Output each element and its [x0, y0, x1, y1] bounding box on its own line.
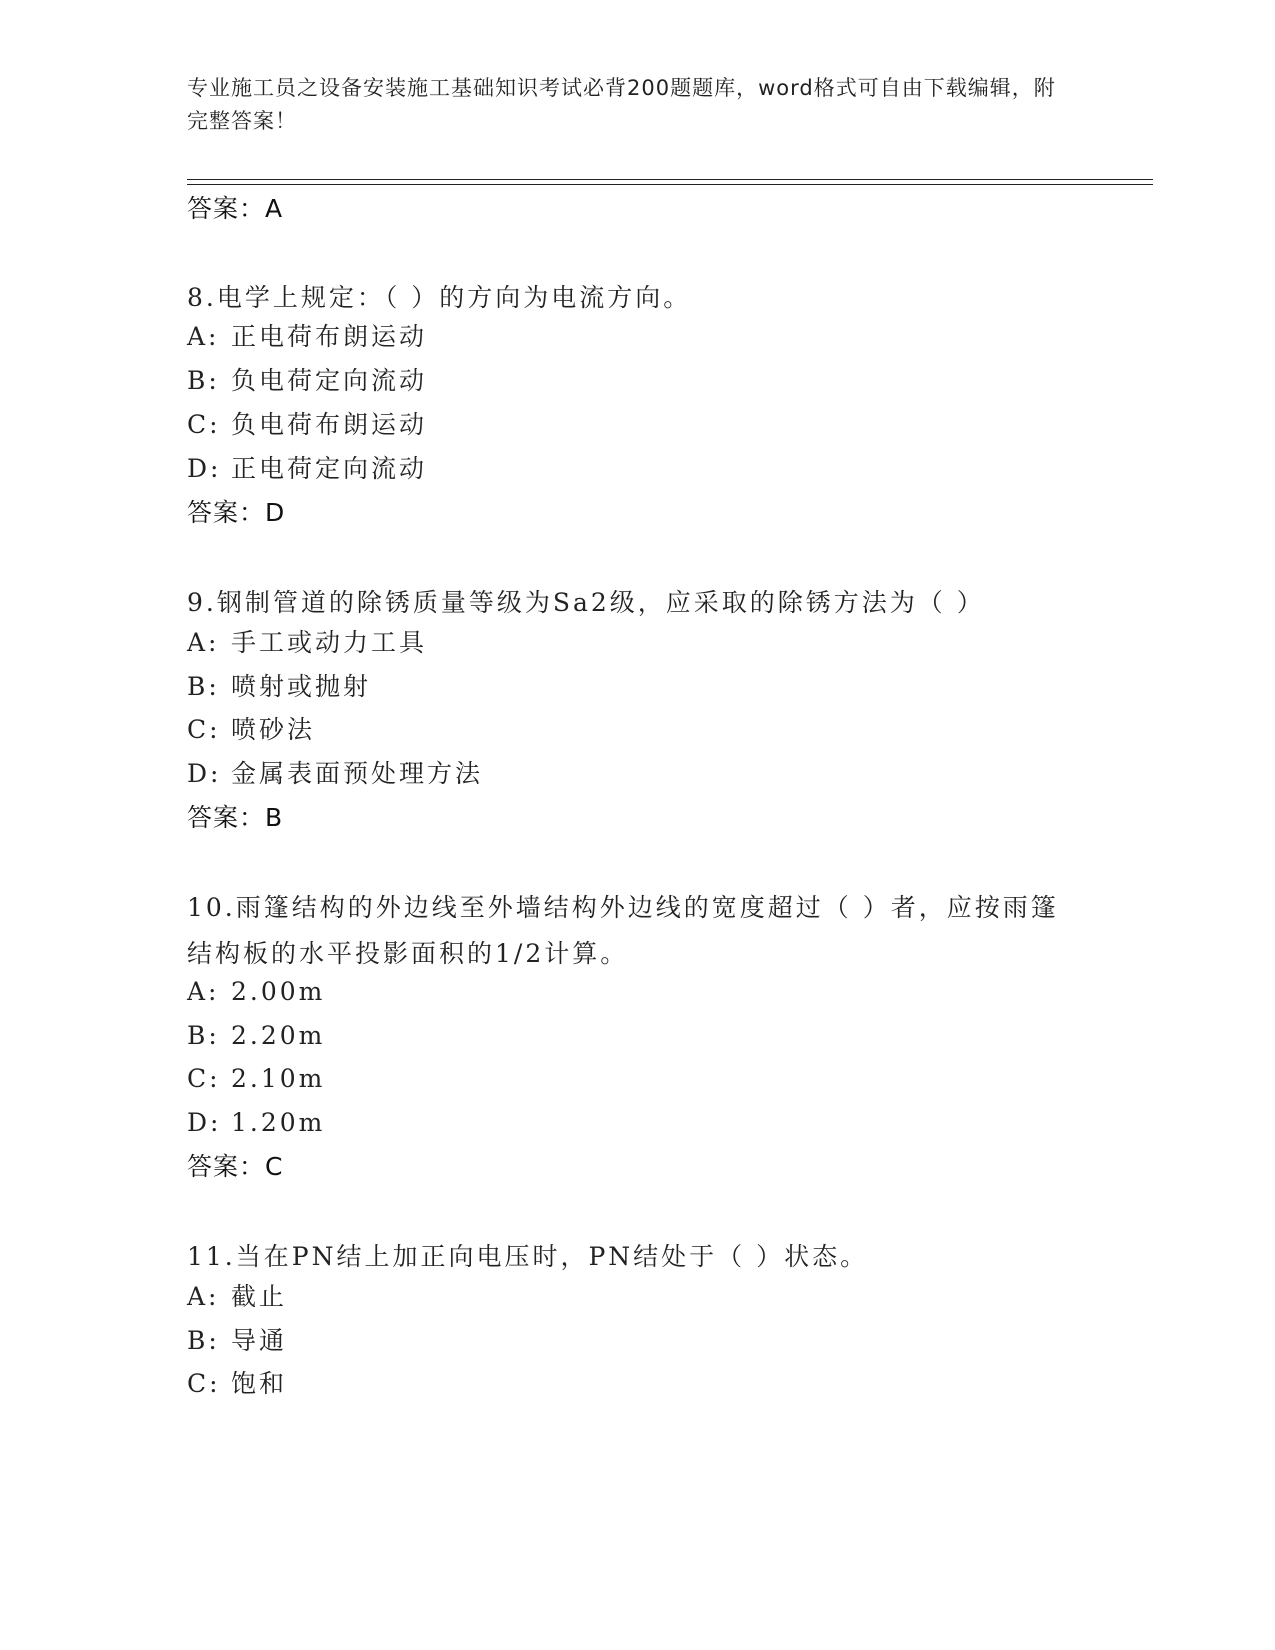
- question-10: 10.雨篷结构的外边线至外墙结构外边线的宽度超过（ ）者，应按雨篷结构板的水平投影面积的1/2计算。: [187, 893, 1059, 968]
- question-10-option-d: [187, 1106, 325, 1140]
- option-text: 2.00m: [231, 977, 326, 1006]
- option-key: A:: [187, 628, 220, 657]
- option-key: A:: [187, 977, 220, 1006]
- option-text: 喷砂法: [231, 715, 316, 744]
- option-text: 负电荷布朗运动: [231, 410, 428, 439]
- answer-previous: 答案：A: [187, 194, 284, 223]
- option-key: B:: [187, 1021, 220, 1050]
- option-key: A:: [187, 1282, 220, 1311]
- option-text: 金属表面预处理方法: [231, 759, 484, 788]
- option-key: C:: [187, 715, 221, 744]
- option-key: D:: [187, 759, 222, 788]
- question-9-option-a: [187, 626, 427, 660]
- header-divider-bottom: [187, 184, 1153, 185]
- option-key: B:: [187, 1326, 220, 1355]
- question-9-option-d: [187, 757, 483, 791]
- page-header-title: 专业施工员之设备安装施工基础知识考试必背200题题库，word格式可自由下载编辑，附完整答案！: [187, 76, 1056, 133]
- question-11: 11.当在PN结上加正向电压时，PN结处于（ ）状态。: [187, 1242, 869, 1271]
- question-8-answer: 答案：D: [187, 498, 286, 527]
- option-text: 导通: [231, 1326, 288, 1355]
- option-text: 2.20m: [231, 1021, 326, 1050]
- question-11-option-b: [187, 1324, 287, 1358]
- option-key: C:: [187, 410, 221, 439]
- question-9: 9.钢制管道的除锈质量等级为Sa2级，应采取的除锈方法为（ ）: [187, 588, 985, 617]
- option-text: 截止: [231, 1282, 288, 1311]
- question-8-option-c: [187, 408, 427, 442]
- question-8-option-a: [187, 320, 427, 354]
- option-text: 正电荷布朗运动: [231, 322, 428, 351]
- question-10-option-b: [187, 1019, 325, 1053]
- question-10-option-c: [187, 1062, 325, 1096]
- option-key: B:: [187, 672, 220, 701]
- option-key: D:: [187, 1108, 222, 1137]
- question-8-option-b: [187, 364, 427, 398]
- option-text: 1.20m: [231, 1108, 326, 1137]
- option-key: C:: [187, 1064, 221, 1093]
- question-11-option-a: [187, 1280, 287, 1314]
- question-11-option-c: [187, 1367, 287, 1401]
- option-key: B:: [187, 366, 220, 395]
- option-text: 手工或动力工具: [231, 628, 428, 657]
- question-10-option-a: [187, 975, 325, 1009]
- option-text: 正电荷定向流动: [231, 454, 428, 483]
- option-text: 饱和: [231, 1369, 288, 1398]
- question-8-option-d: [187, 452, 427, 486]
- header-divider-top: [187, 179, 1153, 180]
- question-8: 8.电学上规定：（ ）的方向为电流方向。: [187, 283, 692, 312]
- question-9-answer: 答案：B: [187, 803, 284, 832]
- question-9-option-c: [187, 713, 315, 747]
- question-10-answer: 答案：C: [187, 1152, 284, 1181]
- option-key: A:: [187, 322, 220, 351]
- option-key: C:: [187, 1369, 221, 1398]
- option-text: 负电荷定向流动: [231, 366, 428, 395]
- question-9-option-b: [187, 670, 371, 704]
- option-key: D:: [187, 454, 222, 483]
- option-text: 喷射或抛射: [231, 672, 372, 701]
- option-text: 2.10m: [231, 1064, 326, 1093]
